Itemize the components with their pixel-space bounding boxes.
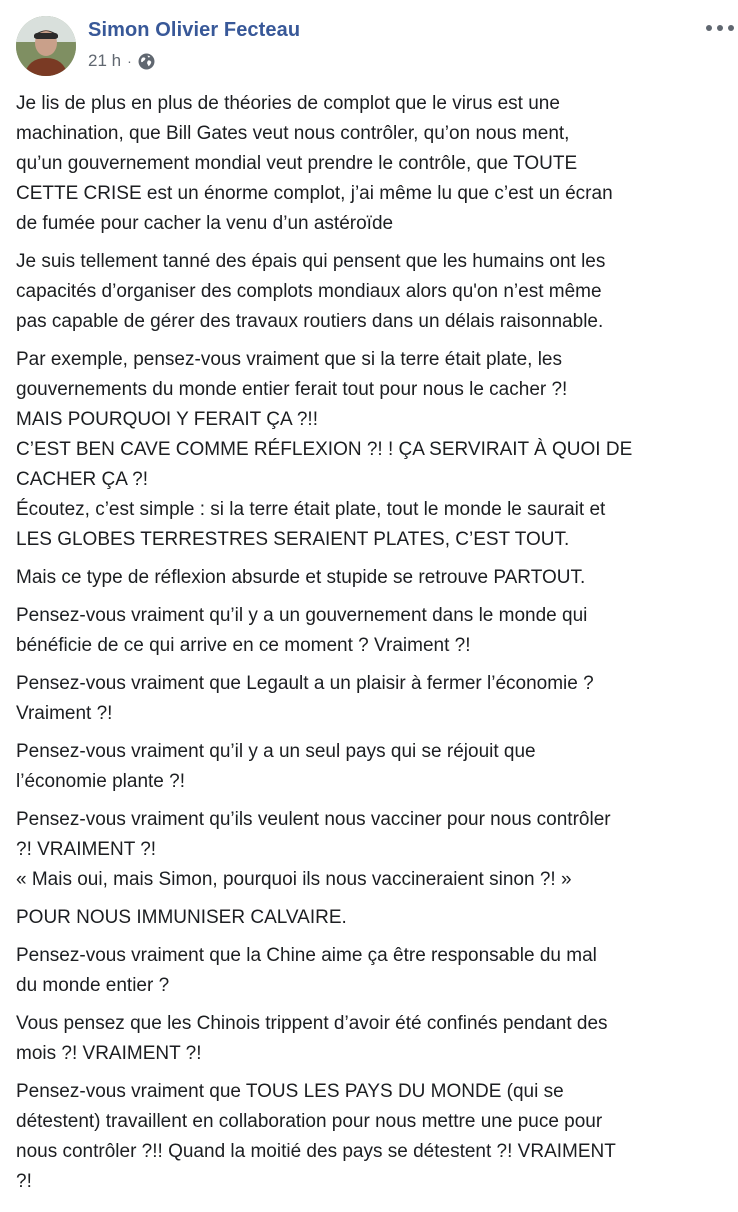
more-dot-icon: [717, 25, 723, 31]
post-paragraph: Je lis de plus en plus de théories de complot que le virus est une machination, que Bill Gates veut nous contrôler, qu’on nous ment, qu’un gouvernement mondial veut prendre le contrôle, que TOUTE CETTE CRISE est un énorme complot, j’ai même lu que c’est un écran de fumée pour cacher la venu d’un astéroïde: [16, 93, 613, 234]
more-options-icon[interactable]: [706, 18, 734, 38]
post-paragraph: Mais ce type de réflexion absurde et stupide se retrouve PARTOUT.: [16, 567, 586, 588]
avatar[interactable]: [16, 16, 76, 76]
author-name[interactable]: Simon Olivier Fecteau: [88, 19, 301, 41]
post-paragraph: Je suis tellement tanné des épais qui pensent que les humains ont les capacités d’organiser des complots mondiaux alors qu'on n’est même pas capable de gérer des travaux routiers dans un délais raisonnable.: [16, 251, 606, 332]
more-dot-icon: [706, 25, 712, 31]
post-paragraph: Pensez-vous vraiment qu’il y a un gouvernement dans le monde qui bénéficie de ce qui arrive en ce moment ? Vraiment ?!: [16, 605, 588, 656]
more-dot-icon: [728, 25, 734, 31]
post-paragraph: Pensez-vous vraiment que Legault a un plaisir à fermer l’économie ? Vraiment ?!: [16, 673, 594, 724]
post-paragraph: Vous pensez que les Chinois trippent d’avoir été confinés pendant des mois ?! VRAIMENT ?!: [16, 1013, 608, 1064]
post-meta: [88, 50, 155, 72]
post-paragraph: POUR NOUS IMMUNISER CALVAIRE.: [16, 907, 347, 928]
post-timestamp[interactable]: 21 h: [88, 51, 122, 70]
post-paragraph: Par exemple, pensez-vous vraiment que si la terre était plate, les gouvernements du monde entier ferait tout pour nous le cacher ?! MAIS POURQUOI Y FERAIT ÇA ?!! C’EST BEN CAVE COMME RÉFLEXION ?! ! ÇA SERVIRAIT À QUOI DE CACHER ÇA ?! Écoutez, c’est simple : si la terre était plate, tout le monde le saurait et LES GLOBES TERRESTRES SERAIENT PLATES, C’EST TOUT.: [16, 349, 633, 550]
avatar-photo: [16, 16, 76, 76]
post-paragraph: Pensez-vous vraiment qu’il y a un seul pays qui se réjouit que l’économie plante ?!: [16, 741, 536, 792]
post-paragraph: Pensez-vous vraiment que TOUS LES PAYS DU MONDE (qui se détestent) travaillent en collaboration pour nous mettre une puce pour nous contrôler ?!! Quand la moitié des pays se détestent ?! VRAIMENT ?!: [16, 1081, 616, 1192]
post-header: [0, 0, 738, 90]
meta-separator: ·: [127, 53, 132, 69]
post-paragraph: Pensez-vous vraiment que la Chine aime ça être responsable du mal du monde entier ?: [16, 945, 597, 996]
post-paragraph: Pensez-vous vraiment qu’ils veulent nous vacciner pour nous contrôler ?! VRAIMENT ?! « Mais oui, mais Simon, pourquoi ils nous vaccineraient sinon ?! »: [16, 809, 611, 890]
post-body: [16, 89, 730, 1205]
globe-icon[interactable]: [138, 53, 155, 70]
